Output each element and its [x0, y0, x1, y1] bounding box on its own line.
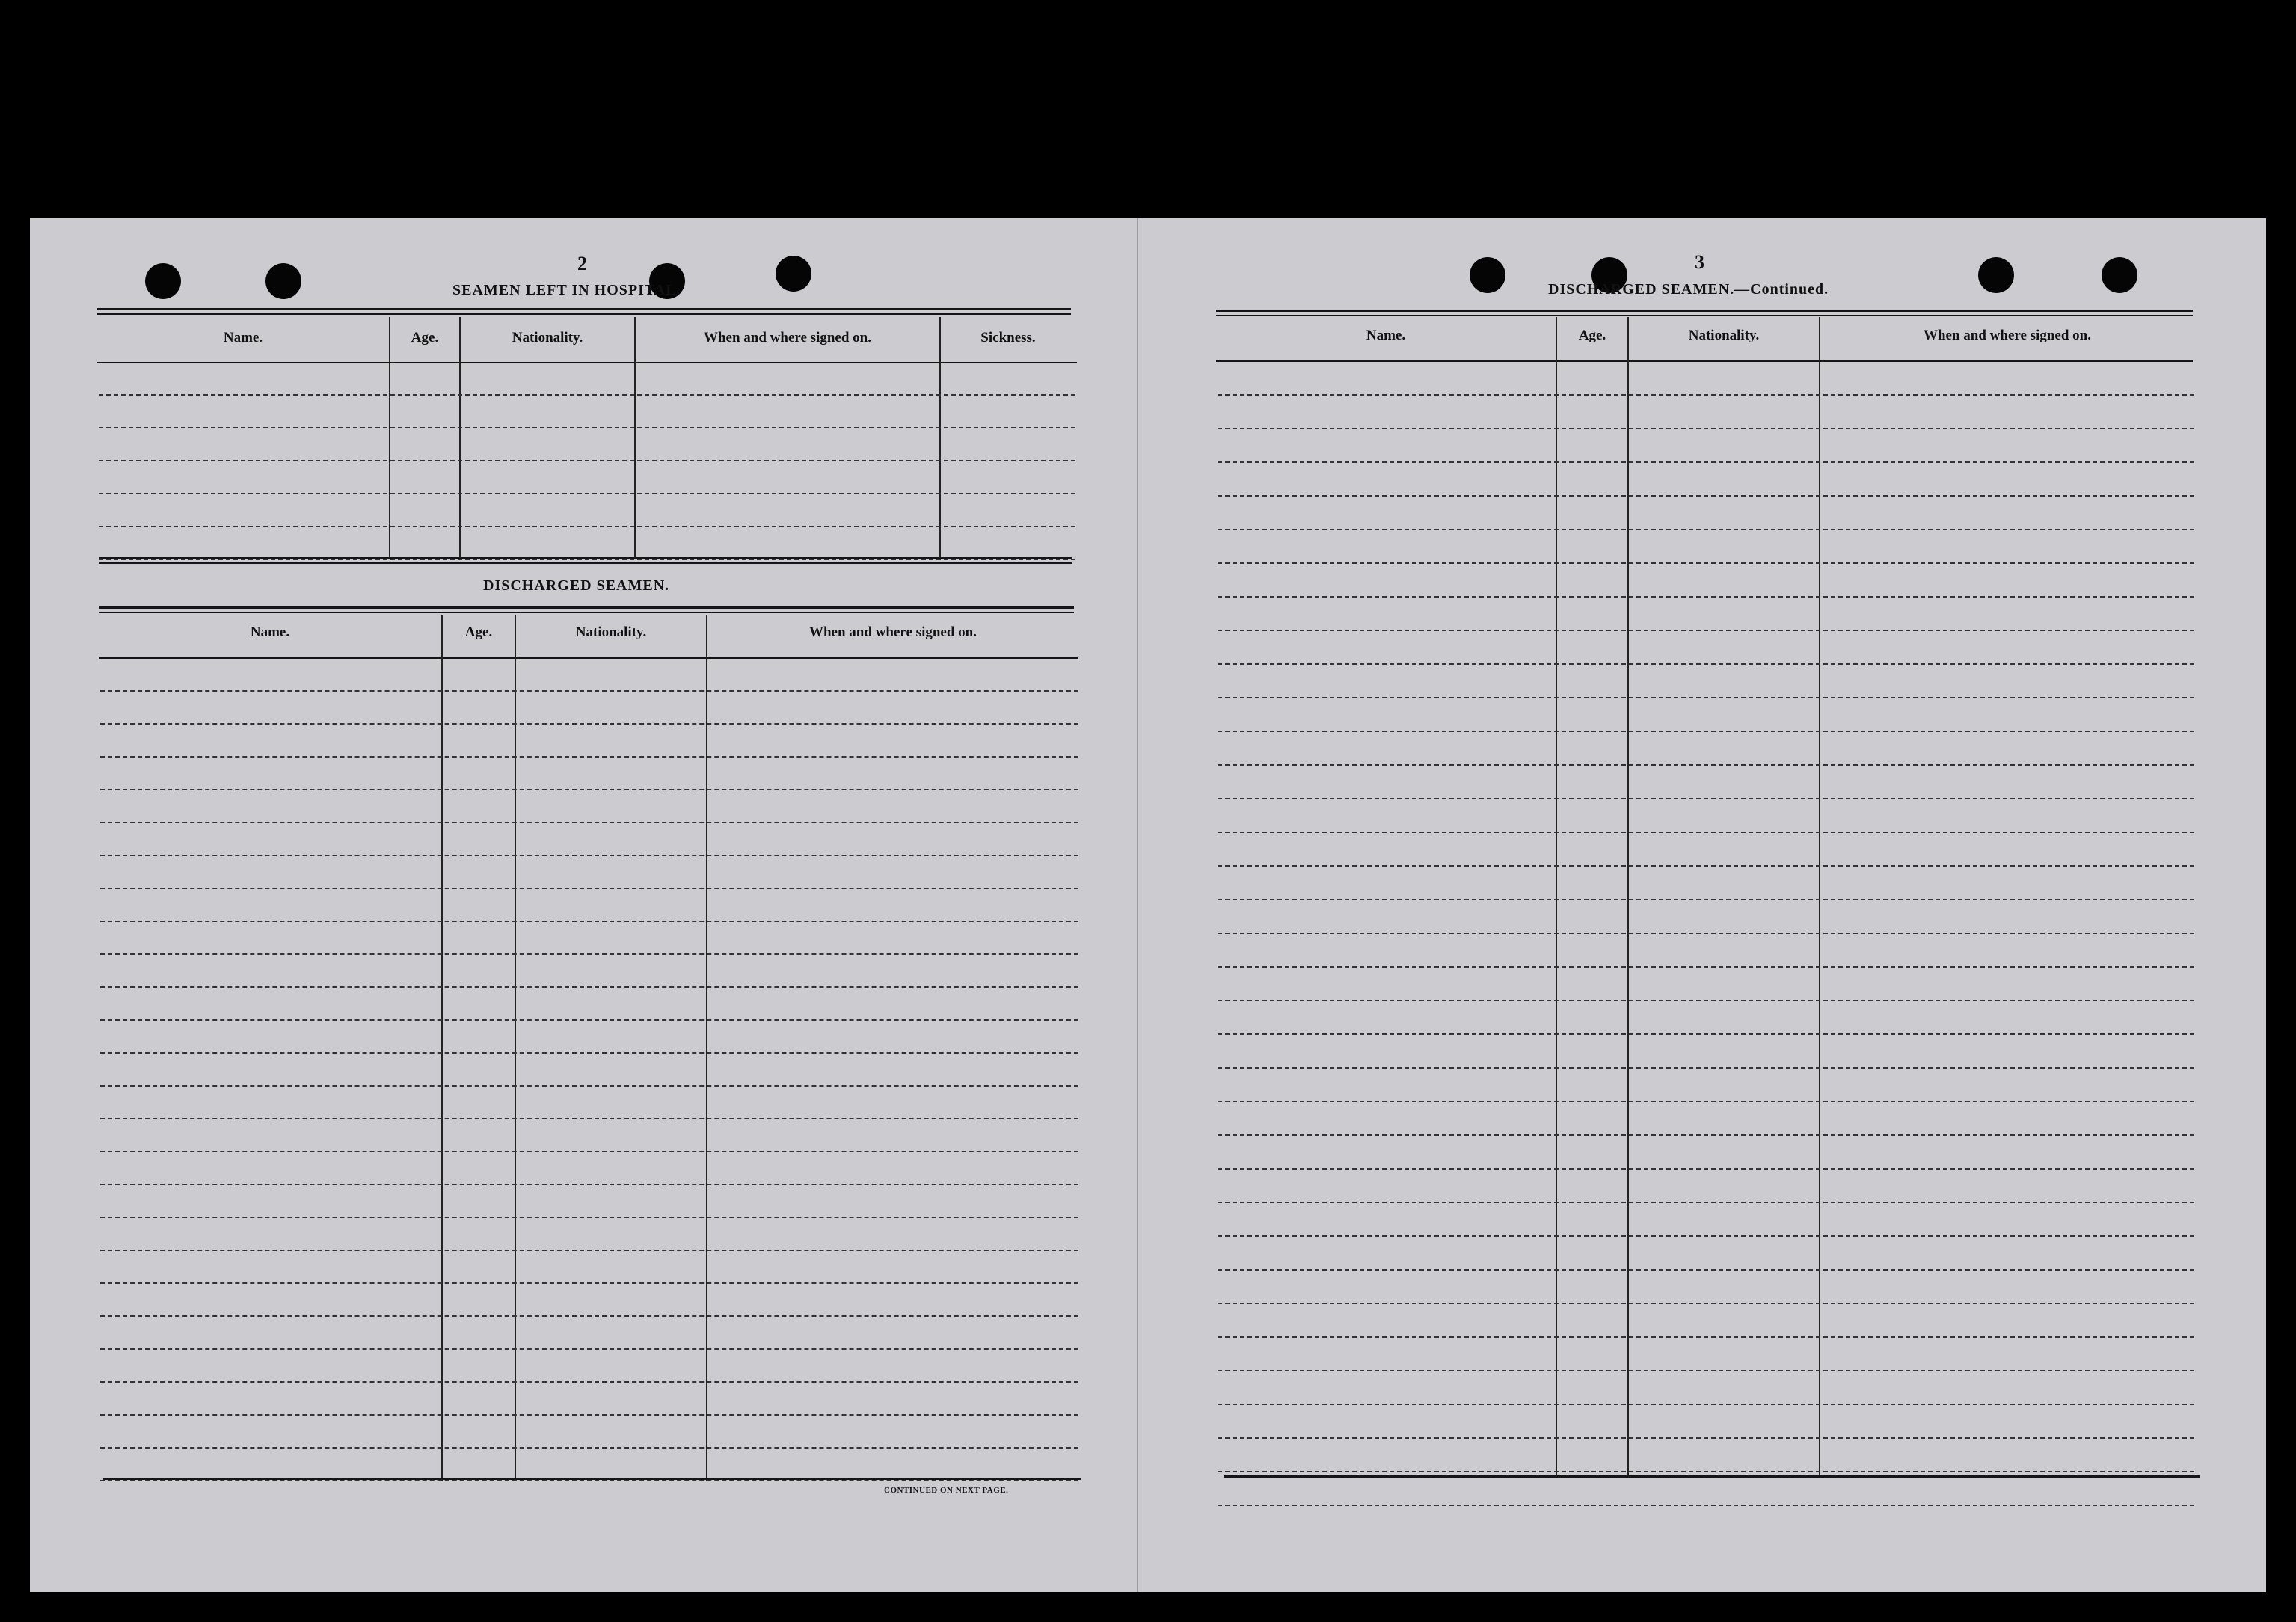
table-row[interactable] [100, 1350, 1078, 1383]
table-row[interactable] [100, 1152, 1078, 1185]
table-row[interactable] [1218, 1405, 2194, 1439]
table-row[interactable] [100, 1054, 1078, 1087]
table-row[interactable] [100, 692, 1078, 725]
table-row[interactable] [1218, 564, 2194, 598]
table-row[interactable] [100, 659, 1078, 692]
hospital-col-nationality: Nationality. [512, 330, 583, 345]
discharged-section-title: DISCHARGED SEAMEN. [483, 577, 670, 594]
punch-hole [1470, 257, 1505, 293]
table-row[interactable] [1218, 1439, 2194, 1472]
discharged-table-bottom-rule [103, 1478, 1081, 1480]
page-number-left: 2 [577, 253, 587, 274]
continued-col-nationality: Nationality. [1688, 328, 1760, 343]
table-row[interactable] [1218, 1069, 2194, 1102]
hospital-col-sickness: Sickness. [980, 330, 1036, 345]
table-row[interactable] [100, 1185, 1078, 1218]
table-row[interactable] [100, 1251, 1078, 1284]
table-row[interactable] [100, 889, 1078, 922]
continued-table-top-rule [1216, 310, 2193, 312]
table-row[interactable] [100, 1317, 1078, 1350]
table-row[interactable] [100, 1087, 1078, 1119]
discharged-rows-right [1218, 362, 2194, 1506]
table-row[interactable] [1218, 530, 2194, 564]
table-row[interactable] [100, 1383, 1078, 1416]
table-row[interactable] [1218, 766, 2194, 799]
table-row[interactable] [1218, 1237, 2194, 1271]
table-row[interactable] [1218, 598, 2194, 631]
table-row[interactable] [100, 1218, 1078, 1251]
table-row[interactable] [99, 396, 1075, 428]
table-row[interactable] [1218, 867, 2194, 900]
table-row[interactable] [1218, 698, 2194, 732]
table-row[interactable] [1218, 1304, 2194, 1338]
table-row[interactable] [99, 363, 1075, 396]
table-row[interactable] [1218, 833, 2194, 867]
hospital-col-age: Age. [411, 330, 439, 345]
table-row[interactable] [100, 1119, 1078, 1152]
continued-table-bottom-rule [1224, 1475, 2200, 1478]
punch-hole [145, 263, 181, 299]
continued-table-top-rule-2 [1216, 315, 2193, 316]
table-row[interactable] [1218, 1170, 2194, 1203]
table-row[interactable] [100, 856, 1078, 889]
table-row[interactable] [1218, 631, 2194, 665]
table-row[interactable] [1218, 1102, 2194, 1136]
table-row[interactable] [100, 725, 1078, 758]
punch-hole [265, 263, 301, 299]
punch-hole [776, 256, 811, 292]
table-row[interactable] [1218, 900, 2194, 934]
table-row[interactable] [100, 922, 1078, 955]
discharged-table-top-rule [99, 606, 1074, 609]
table-row[interactable] [99, 527, 1075, 560]
table-row[interactable] [1218, 1271, 2194, 1304]
discharged-col-signed-on: When and where signed on. [808, 624, 977, 640]
table-row[interactable] [1218, 497, 2194, 530]
table-row[interactable] [1218, 429, 2194, 463]
table-row[interactable] [1218, 396, 2194, 429]
table-row[interactable] [100, 955, 1078, 988]
discharged-col-age: Age. [464, 624, 493, 640]
table-row[interactable] [1218, 1371, 2194, 1405]
discharged-rows-left [100, 659, 1078, 1481]
table-row[interactable] [1218, 463, 2194, 497]
continued-col-age: Age. [1578, 328, 1606, 343]
table-row[interactable] [100, 988, 1078, 1021]
discharged-table-top-rule-2 [99, 612, 1074, 613]
hospital-table-bottom-rule-2 [99, 562, 1072, 564]
table-row[interactable] [100, 790, 1078, 823]
table-row[interactable] [99, 461, 1075, 494]
table-row[interactable] [1218, 1203, 2194, 1237]
table-row[interactable] [1218, 799, 2194, 833]
table-row[interactable] [1218, 968, 2194, 1001]
table-row[interactable] [1218, 732, 2194, 766]
table-row[interactable] [100, 1416, 1078, 1449]
table-row[interactable] [1218, 1001, 2194, 1035]
table-row[interactable] [1218, 934, 2194, 968]
discharged-col-name: Name. [250, 624, 290, 640]
table-row[interactable] [1218, 1136, 2194, 1170]
page-number-right: 3 [1695, 251, 1704, 273]
table-row[interactable] [1218, 1338, 2194, 1371]
hospital-table-top-rule-2 [97, 313, 1071, 315]
table-row[interactable] [1218, 362, 2194, 396]
hospital-col-signed-on: When and where signed on. [703, 330, 871, 345]
continued-col-name: Name. [1366, 328, 1406, 343]
table-row[interactable] [99, 494, 1075, 527]
table-row[interactable] [100, 823, 1078, 856]
table-row[interactable] [100, 1284, 1078, 1317]
table-row[interactable] [100, 1021, 1078, 1054]
hospital-rows [99, 363, 1075, 560]
table-row[interactable] [1218, 1035, 2194, 1069]
discharged-continued-title: DISCHARGED SEAMEN.—Continued. [1548, 281, 1829, 298]
hospital-col-name: Name. [223, 330, 263, 345]
hospital-table-top-rule [97, 308, 1071, 310]
table-row[interactable] [1218, 665, 2194, 698]
table-row[interactable] [100, 758, 1078, 790]
continued-col-signed-on: When and where signed on. [1923, 328, 2091, 343]
continued-note: CONTINUED ON NEXT PAGE. [884, 1486, 1009, 1495]
punch-hole [1978, 257, 2014, 293]
table-row[interactable] [100, 1449, 1078, 1481]
hospital-section-title: SEAMEN LEFT IN HOSPITAL. [452, 282, 681, 298]
punch-hole [2102, 257, 2137, 293]
discharged-col-nationality: Nationality. [575, 624, 647, 640]
table-row[interactable] [99, 428, 1075, 461]
